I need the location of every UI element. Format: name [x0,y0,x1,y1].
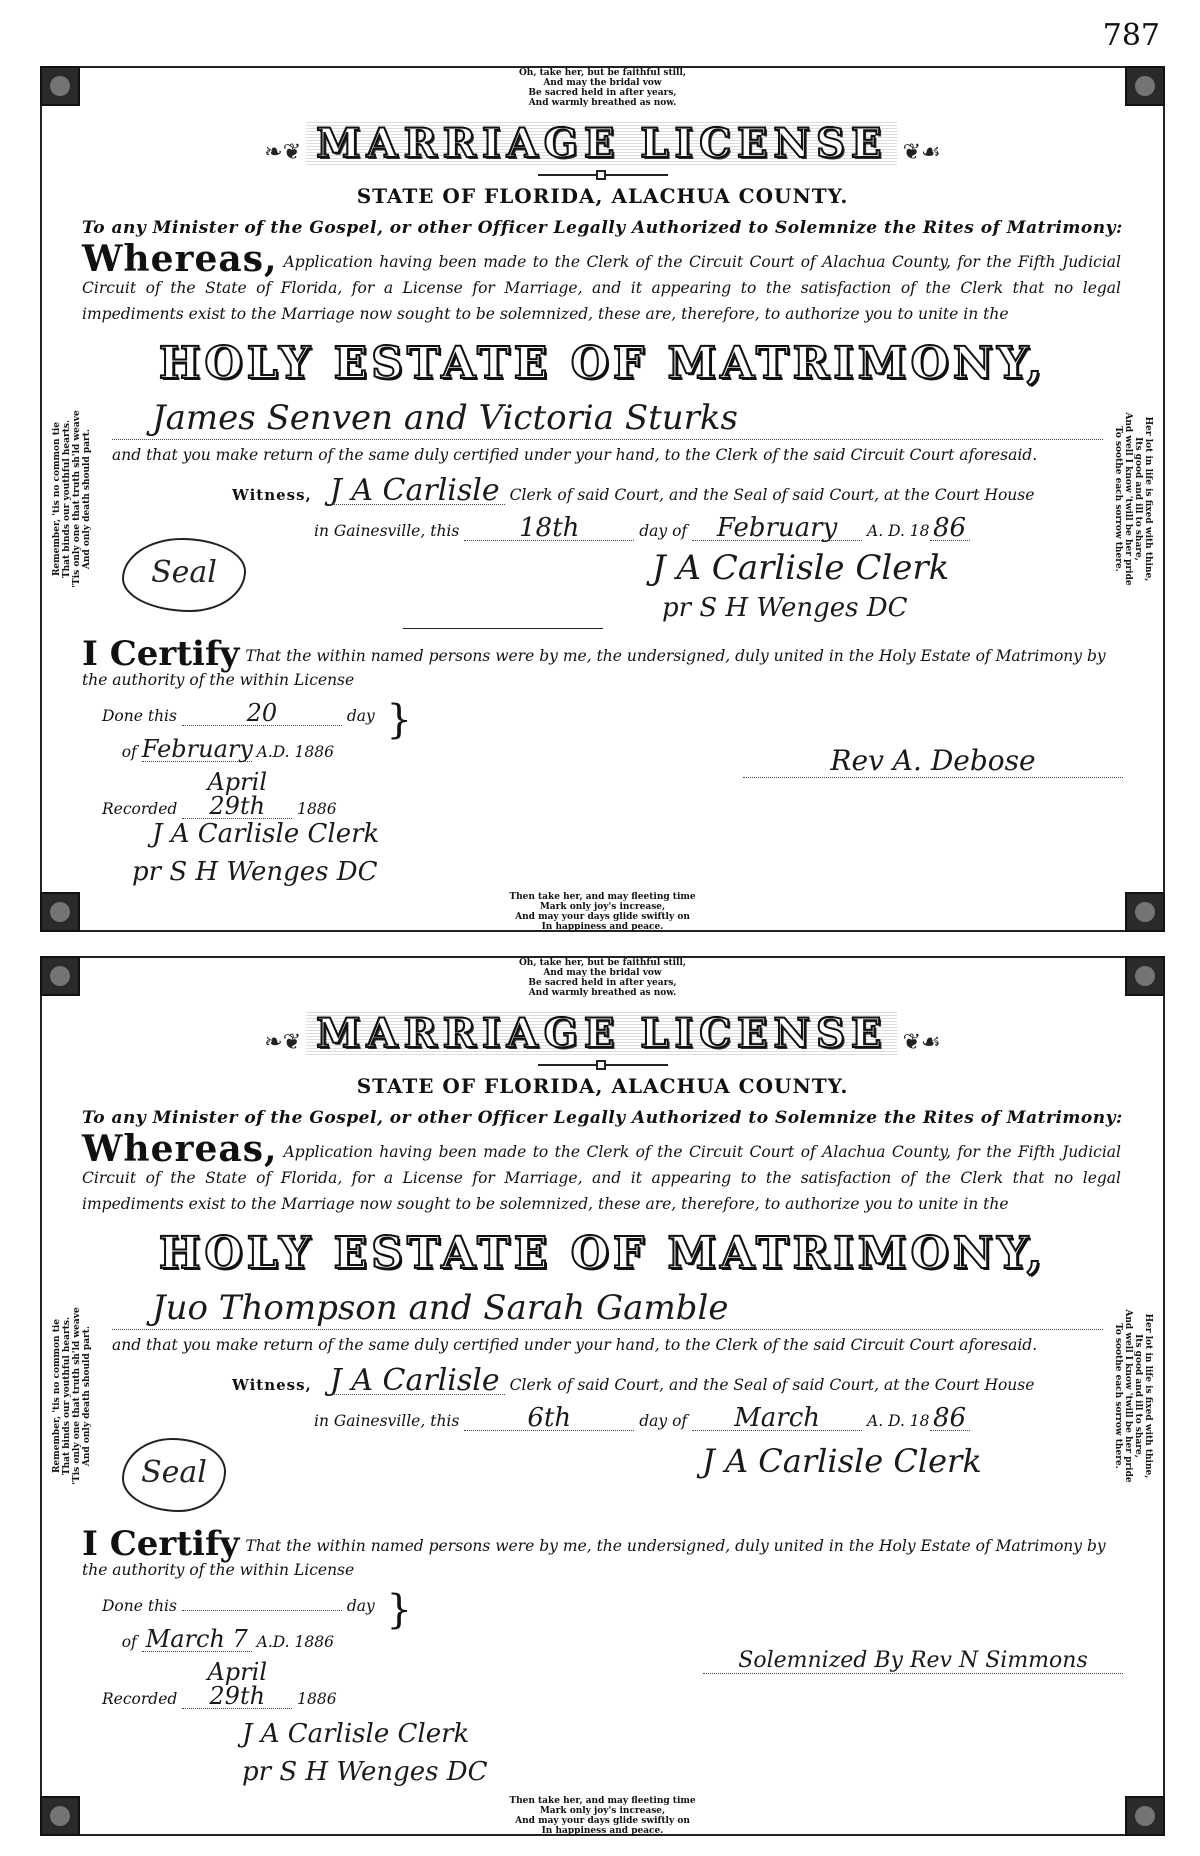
issue-month: March [692,1406,862,1431]
certify-paragraph [82,1524,1121,1582]
title-rule [538,1064,668,1066]
certify-text: That the within named persons were by me, the undersigned, duly united in the Holy Estate of Matrimony by the authority of the within License [82,1537,1106,1579]
done-block: Done this 20 day of February A.D. 1886 Recorded April 29th 1886 } [102,697,412,820]
marriage-license-1 [40,66,1165,932]
return-clause: and that you make return of the same duly certified under your hand, to the Clerk of the said Circuit Court aforesaid. [112,1336,1038,1354]
witness-label: Witness, [232,1376,312,1394]
witness-text: Clerk of said Court, and the Seal of said Court, at the Court House [509,1376,1035,1394]
license-title-row [42,120,1163,167]
corner-ornament-icon [40,1796,80,1836]
top-poem: Oh, take her, but be faithful still, And may the bridal vow Be sacred held in after years, And warmly breathed as now. [518,958,687,998]
recorded-clerk-signature: J A Carlisle Clerk [242,1719,470,1749]
corner-ornament-icon [40,956,80,996]
minister-signature: Rev A. Debose [743,744,1123,778]
recorded-deputy-signature: pr S H Wenges DC [132,857,378,887]
done-month: February [141,735,253,763]
witness-clerk-signature: J A Carlisle [325,1368,505,1395]
corner-ornament-icon [1125,66,1165,106]
page-number: 787 [1102,18,1160,53]
recorded-deputy-signature: pr S H Wenges DC [242,1757,488,1787]
court-seal: Seal [122,538,246,612]
flourish-right-icon: ❦☙ [902,140,941,165]
flourish-left-icon: ❧❦ [264,140,302,165]
whereas-text: Application having been made to the Clerk of the Circuit Court of Alachua County, for the Fifth Judicial Circuit of the State of Florida, for a License for Marriage, and it appearing to the satisfaction of the Clerk that no legal impediments exist to the Marriage now sought to be solemnized, these are, therefore, to authorize you to unite in the [82,1143,1121,1213]
flourish-right-icon: ❦☙ [902,1030,941,1055]
certify-word: I Certify [82,634,240,674]
witness-text: Clerk of said Court, and the Seal of said Court, at the Court House [509,486,1035,504]
license-title: MARRIAGE LICENSE [306,120,897,167]
whereas-word: Whereas, [82,1128,278,1170]
witness-clerk-signature: J A Carlisle [325,478,505,505]
state-heading: STATE OF FLORIDA, ALACHUA COUNTY. [356,1074,849,1098]
minister-signature: Solemnized By Rev N Simmons [703,1648,1123,1674]
witness-row [232,1363,1123,1398]
certify-word: I Certify [82,1524,240,1564]
right-poem: Her lot in life is fixed with thine, Its good and ill to share, And well I know 'twill be her pride To soothe each sorrow there. [1113,412,1153,586]
return-clause: and that you make return of the same duly certified under your hand, to the Clerk of the said Circuit Court aforesaid. [112,446,1038,464]
corner-ornament-icon [1125,956,1165,996]
couple-names: James Senven and Victoria Sturks [112,396,1103,440]
issue-month: February [692,516,862,541]
salutation: To any Minister of the Gospel, or other Officer Legally Authorized to Solemnize the Rites of Matrimony: [82,218,1123,238]
top-poem: Oh, take her, but be faithful still, And may the bridal vow Be sacred held in after years, And warmly breathed as now. [518,68,687,108]
flourish-left-icon: ❧❦ [264,1030,302,1055]
issue-date-row: in Gainesville, this 18th day of February A. D. 18 86 [314,516,1123,541]
done-day [182,1610,342,1611]
issue-year: 86 [930,516,970,541]
corner-ornament-icon [1125,892,1165,932]
left-poem: Remember, 'tis no common tie That binds our youthful hearts. 'Tis only one that truth sh'ld weave And only death should part. [52,1307,92,1485]
marriage-license-2 [40,956,1165,1836]
witness-label: Witness, [232,486,312,504]
clerk-signature: J A Carlisle Clerk [652,548,950,588]
whereas-text: Application having been made to the Clerk of the Circuit Court of Alachua County, for the Fifth Judicial Circuit of the State of Florida, for a License for Marriage, and it appearing to the satisfaction of the Clerk that no legal impediments exist to the Marriage now sought to be solemnized, these are, therefore, to authorize you to unite in the [82,253,1121,323]
issue-date-row: in Gainesville, this 6th day of March A. D. 18 86 [314,1406,1123,1431]
couple-names: Juo Thompson and Sarah Gamble [112,1286,1103,1330]
corner-ornament-icon [1125,1796,1165,1836]
certify-paragraph [82,634,1121,692]
done-block: Done this day of March 7 A.D. 1886 Recorded April 29th 1886 } [102,1587,412,1710]
issue-day: 6th [464,1406,634,1431]
holy-estate-heading: HOLY ESTATE OF MATRIMONY, [158,338,1047,389]
corner-ornament-icon [40,66,80,106]
license-title-row [42,1010,1163,1057]
issue-year: 86 [930,1406,970,1431]
corner-ornament-icon [40,892,80,932]
bottom-poem: Then take her, and may fleeting time Mark only joy's increase, And may your days glide swiftly on In happiness and peace. [509,1796,696,1836]
recorded-clerk-signature: J A Carlisle Clerk [152,819,380,849]
brace-icon: } [386,1587,412,1633]
done-month: March 7 [142,1627,252,1652]
state-heading: STATE OF FLORIDA, ALACHUA COUNTY. [356,184,849,208]
recorded-year: 1886 [297,1690,337,1708]
deputy-signature: pr S H Wenges DC [662,593,908,623]
certify-text: That the within named persons were by me, the undersigned, duly united in the Holy Estate of Matrimony by the authority of the within License [82,647,1106,689]
recorded-year: 1886 [297,800,337,818]
clerk-signature: J A Carlisle Clerk [702,1442,982,1480]
done-day: 20 [182,701,342,726]
holy-estate-heading: HOLY ESTATE OF MATRIMONY, [158,1228,1047,1279]
title-rule [538,174,668,176]
whereas-paragraph [82,238,1121,327]
recorded-date: April 29th [182,770,292,819]
left-poem: Remember, 'tis no common tie That binds our youthful hearts. 'Tis only one that truth sh'ld weave And only death should part. [52,410,92,588]
right-poem: Her lot in life is fixed with thine, Its good and ill to share, And well I know 'twill be her pride To soothe each sorrow there. [1113,1309,1153,1483]
brace-icon: } [386,697,412,743]
whereas-word: Whereas, [82,238,278,280]
recorded-date: April 29th [182,1660,292,1709]
divider-line [403,628,603,629]
whereas-paragraph [82,1128,1121,1217]
license-title: MARRIAGE LICENSE [306,1010,897,1057]
issue-day: 18th [464,516,634,541]
court-seal: Seal [122,1438,226,1512]
bottom-poem: Then take her, and may fleeting time Mark only joy's increase, And may your days glide swiftly on In happiness and peace. [509,892,696,932]
salutation: To any Minister of the Gospel, or other Officer Legally Authorized to Solemnize the Rites of Matrimony: [82,1108,1123,1128]
witness-row [232,473,1123,508]
